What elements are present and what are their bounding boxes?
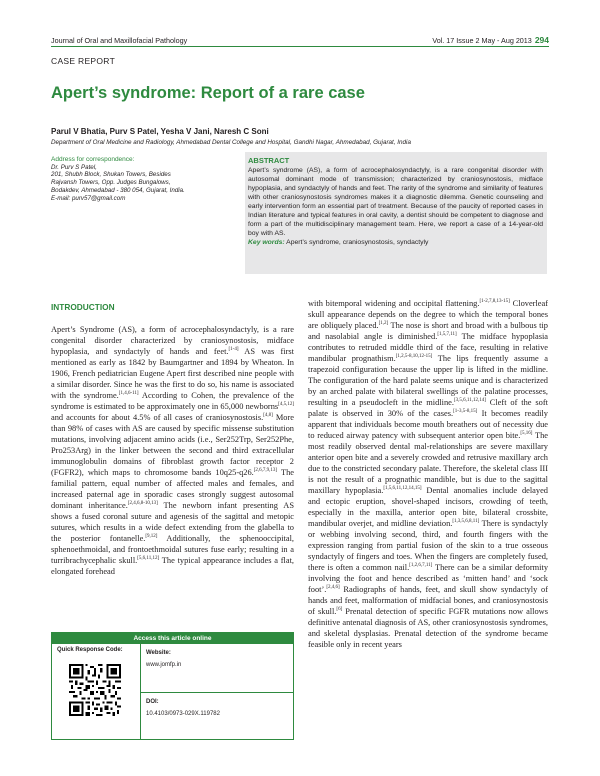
header-rule bbox=[51, 46, 549, 47]
abstract-text: Apert’s syndrome (AS), a form of acrocephalosyndactyly, is a rare congenital disorder with autosomal dominant mode of transmission; characterized by craniosynostosis, midface hypoplasia, and syndactyly of hands and feet. The rarity of the syndrome and similarity of features with other craniosynostosis syndromes makes it a diagnostic dilemma. Genetic counseling and early intervention form an essential part of treatment. Because of the paucity of reported cases in Indian literature and typical features in oral cavity, a dentist should be competent to diagnose and form a part of the multidisciplinary management team. Here, we report a case of a 14-year-old boy with AS. bbox=[248, 167, 543, 238]
paragraph-text: with bitemporal widening and occipital flattening. bbox=[308, 299, 480, 308]
citation: [1,3,5,6,8,11] bbox=[452, 519, 480, 525]
citation: [4,8] bbox=[263, 413, 273, 419]
correspondence-label: Address for correspondence: bbox=[51, 156, 135, 163]
qr-panel bbox=[52, 644, 141, 739]
keywords bbox=[248, 238, 543, 247]
issue-text: Vol. 17 Issue 2 May - Aug 2013 bbox=[432, 36, 532, 45]
citation: [1,5,7,11] bbox=[437, 332, 457, 338]
keywords-text: Apert’s syndrome, craniosynostosis, syndactyly bbox=[286, 239, 429, 247]
citation: [9,12] bbox=[145, 534, 158, 540]
citation: [1-2,7,8,13-15] bbox=[479, 299, 510, 305]
citation: [1,2,5-8,10,12-15] bbox=[395, 354, 433, 360]
keywords-label: Key words: bbox=[248, 239, 285, 247]
citation: [1,2] bbox=[378, 321, 389, 327]
paragraph-text: The lips frequently assume a trapezoid configuration because the upper lip is lifted in the midline. The configuration of the hard palate seems unique and is characterized by an arched palate with bilateral swellings of the palatine processes, resulting in a pseudocleft in the midline. bbox=[308, 354, 548, 407]
citation: [2,4,6,8-10,13] bbox=[127, 501, 158, 507]
citation: [1,4,6-11] bbox=[118, 391, 139, 397]
correspondence-block bbox=[51, 156, 231, 202]
paragraph-text: Dental anomalies include delayed and ectopic eruption, shovel-shaped incisors, crowding of teeth, especially in the maxilla, anterior open bite, bilateral crossbite, mandibular overjet, and midline deviation. bbox=[308, 486, 548, 528]
section-label: CASE REPORT bbox=[51, 56, 116, 66]
paragraph-text: The newborn infant presenting AS shows a fused coronal suture and agenesis of the sagittal and metopic sutures, which results in a wide defect extending from the glabella to the posterior fontanelle. bbox=[51, 501, 294, 543]
article-title: Apert’s syndrome: Report of a rare case bbox=[51, 84, 365, 102]
website-panel bbox=[140, 644, 293, 693]
introduction-right-column bbox=[308, 298, 548, 768]
correspondence-line: Bodakdev, Ahmedabad - 380 054, Gujarat, India. bbox=[51, 186, 185, 194]
journal-name: Journal of Oral and Maxillofacial Pathology bbox=[51, 36, 188, 45]
qr-label: Quick Response Code: bbox=[57, 647, 123, 653]
qr-code-icon bbox=[69, 664, 121, 716]
paragraph-text: The typical appearance includes a flat, elongated forehead bbox=[51, 556, 294, 576]
paragraph-text: Prenatal detection of specific FGFR mutations now allows definitive antenatal diagnosis of AS, other craniosynostosis syndromes, and skeletal dysplasias. Prenatal detection of the syndrome became feasible only in recent years bbox=[308, 607, 548, 649]
paragraph-text: Cleft of the soft palate is observed in 30% of the cases. bbox=[308, 398, 548, 418]
citation: [6] bbox=[336, 607, 343, 613]
paragraph-text: There is syndactyly or webbing involving second, third, and fourth fingers with the expression ranging from partial fusion of the skin to a true osseous syndactyly of fingers and toes. When the fingers are completely fused, there is often a common nail. bbox=[308, 519, 548, 572]
citation: [2,4,6] bbox=[326, 585, 340, 591]
citation: [1,2,6,7,11] bbox=[409, 563, 433, 569]
paragraph-text: and accounts for about 4.5% of all cases of craniosynostosis. bbox=[51, 413, 264, 422]
paragraph-text: AS was first mentioned as early as 1842 by Baumgartner and 1894 by Wheaton. In 1906, French pediatrician Eugene Apert first described nine people with a similar disorder. Since he was the first to do so, his name is associated with the syndrome. bbox=[51, 347, 294, 400]
paragraph-text: There can be a similar deformity involving the foot and hence described as ‘mitten hand’ and ‘sock foot’. bbox=[308, 563, 548, 594]
doi-link[interactable]: 10.4103/0973-029X.119782 bbox=[146, 711, 220, 717]
affiliation: Department of Oral Medicine and Radiology, Ahmedabad Dental College and Hospital, Gandhi Nagar, Ahmedabad, Gujarat, India bbox=[51, 139, 411, 146]
doi-label: DOI: bbox=[146, 699, 159, 705]
citation: [1,5,6,11,12,14,15] bbox=[383, 486, 422, 492]
website-label: Website: bbox=[146, 650, 171, 656]
correspondence-line: 201, Shubh Block, Shukan Towers, Besides bbox=[51, 171, 171, 179]
citation: [4,5,12] bbox=[278, 402, 294, 408]
introduction-left-column bbox=[51, 324, 294, 620]
paragraph-text: The most readily observed dental mal-relationships are severe maxillary anterior open bite and a severely crowded and retrusive maxillary arch due to the constricted secondary palate. Therefore, the skeletal class III is not the result of a prognathic mandible, but is due to the sagittal maxillary hypoplasia. bbox=[308, 431, 548, 495]
paragraph-text: The nose is short and broad with a bulbous tip and nasolabial angle is diminished. bbox=[308, 321, 548, 341]
paragraph-text: More than 98% of cases with AS are caused by specific missense substitution mutations, involving adjacent amino acids (i.e., Ser252Trp, Ser252Phe, Pro253Arg) in the linker between the second and third extracellular immunoglobulin domains of fibroblast growth factor receptor 2 (FGFR2), which maps to chromosome bands 10q25-q26. bbox=[51, 413, 294, 477]
access-online-box bbox=[51, 632, 294, 740]
correspondence-line: Rajvansh Towers, Opp. Judges Bungalows, bbox=[51, 179, 171, 187]
citation: [1-3,5-8,15] bbox=[453, 409, 478, 415]
abstract-heading: ABSTRACT bbox=[248, 156, 290, 165]
paragraph-text: The midface hypoplasia contributes to retruded middle third of the face, resulting in relative mandibular prognathism. bbox=[308, 332, 548, 363]
authors: Parul V Bhatia, Purv S Patel, Yesha V Jani, Naresh C Soni bbox=[51, 127, 269, 136]
citation: [2,6,7,9,13] bbox=[253, 468, 278, 474]
citation: [1-4] bbox=[228, 347, 239, 353]
paragraph-text: Cloverleaf skull appearance depends on the degree to which the temporal bones are obliquely placed. bbox=[308, 299, 548, 330]
introduction-heading: INTRODUCTION bbox=[51, 302, 115, 312]
paragraph-text: Apert’s Syndrome (AS), a form of acrocephalosyndactyly, is a rare congenital disorder characterized by craniosynostosis, midface hypoplasia, and syndactyly of hands and feet. bbox=[51, 325, 294, 356]
correspondence-email: E-mail: purv57@gmail.com bbox=[51, 194, 126, 202]
citation: [5,16] bbox=[520, 431, 533, 437]
paragraph-text: Additionally, the sphenooccipital, sphenoethmoidal, and frontoethmoidal sutures fuse early; resulting in a turribrachycephalic skull. bbox=[51, 534, 294, 565]
abstract-box bbox=[245, 152, 547, 274]
doi-panel bbox=[140, 693, 293, 739]
website-link[interactable]: www.jomfp.in bbox=[146, 662, 182, 668]
paragraph-text: It becomes readily apparent that individuals become mouth breathers out of necessity due to reduced airway patency with subsequent anterior open bite. bbox=[308, 409, 548, 440]
citation: [3,5,6,11,12,14] bbox=[453, 398, 486, 404]
correspondence-line: Dr. Purv S Patel, bbox=[51, 163, 97, 171]
issue-info bbox=[432, 35, 549, 45]
paragraph-text: The familial pattern, equal number of affected males and females, and increased paternal age in sporadic cases strongly suggest autosomal dominant inheritance. bbox=[51, 468, 294, 510]
citation: [5,6,11,12] bbox=[137, 556, 160, 562]
access-heading: Access this article online bbox=[52, 633, 293, 644]
page-number: 294 bbox=[534, 35, 549, 45]
paragraph-text: Radiographs of hands, feet, and skull show syndactyly of hands and feet, malformation of midfacial bones, and craniosynostosis of skull. bbox=[308, 585, 548, 616]
paragraph-text: According to Cohen, the prevalence of the syndrome is estimated to be approximately one in 65,000 newborns bbox=[51, 391, 294, 411]
